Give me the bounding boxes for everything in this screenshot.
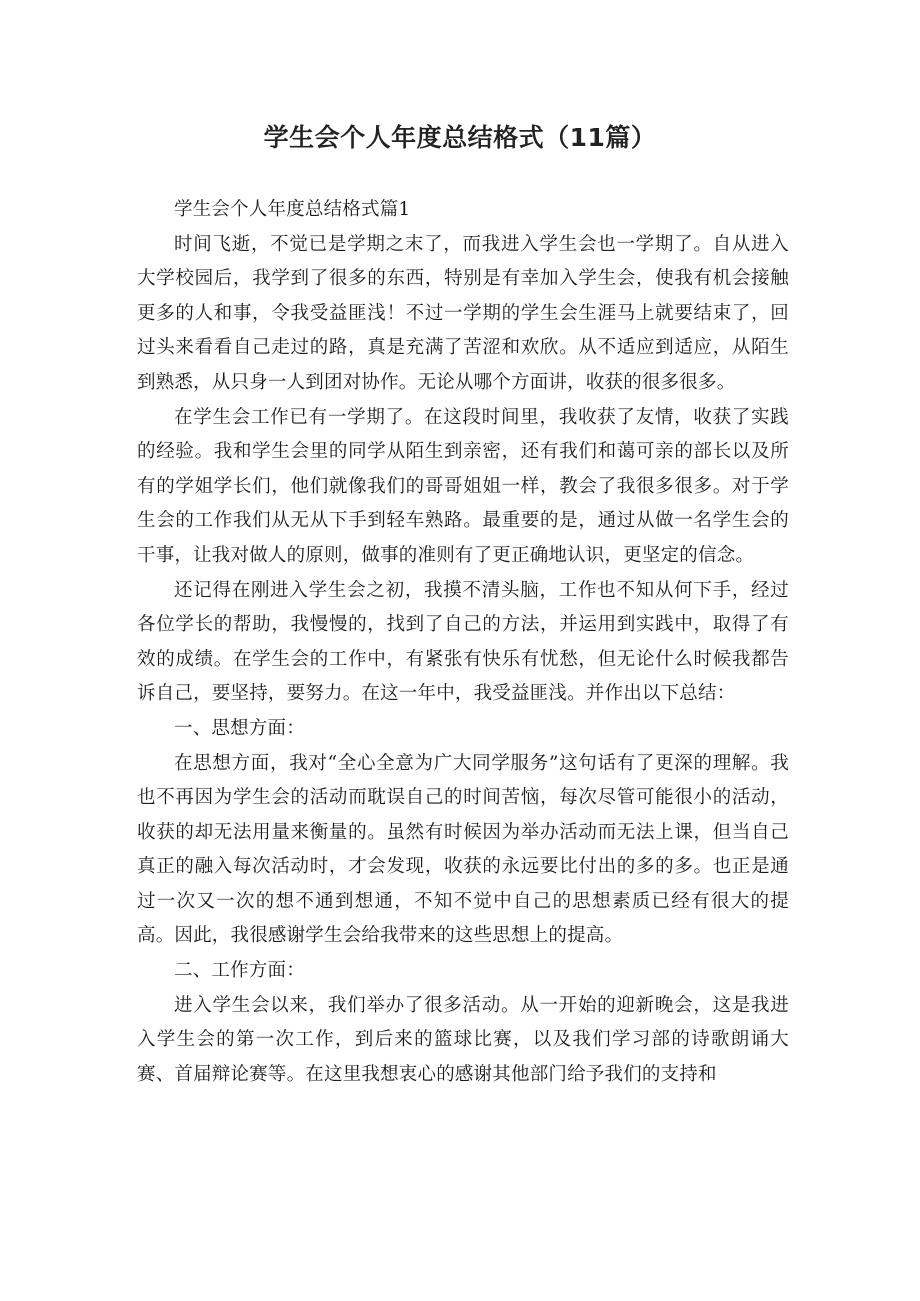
document-body: [137, 193, 789, 1092]
section-heading: 学生会个人年度总结格式篇1: [174, 199, 411, 220]
body-paragraph: 在学生会工作已有一学期了。在这段时间里，我收获了友情，收获了实践的经验。我和学生会里的同学从陌生到亲密，还有我们和蔼可亲的部长以及所有的学姐学长们，他们就像我们的哥哥姐姐一样，教会了我很多很多。对于学生会的工作我们从无从下手到轻车熟路。最重要的是，通过从做一名学生会的干事，让我对做人的原则，做事的准则有了更正确地认识，更坚定的信念。: [137, 406, 789, 566]
body-paragraph: 进入学生会以来，我们举办了很多活动。从一开始的迎新晚会，这是我进入学生会的第一次工作，到后来的篮球比赛，以及我们学习部的诗歌朗诵大赛、首届辩论赛等。在这里我想衷心的感谢其他部门给予我们的支持和: [137, 994, 789, 1085]
body-paragraph: 在思想方面，我对“全心全意为广大同学服务”这句话有了更深的理解。我也不再因为学生会的活动而耽误自己的时间苦恼，每次尽管可能很小的活动，收获的却无法用量来衡量的。虽然有时候因为举办活动而无法上课，但当自己真正的融入每次活动时，才会发现，收获的永远要比付出的多的多。也正是通过一次又一次的想不通到想通，不知不觉中自己的思想素质已经有很大的提高。因此，我很感谢学生会给我带来的这些思想上的提高。: [137, 752, 789, 947]
section-heading: 二、工作方面：: [174, 960, 305, 982]
body-paragraph: 还记得在刚进入学生会之初，我摸不清头脑，工作也不知从何下手，经过各位学长的帮助，我慢慢的，找到了自己的方法，并运用到实践中，取得了有效的成绩。在学生会的工作中，有紧张有快乐有忧愁，但无论什么时候我都告诉自己，要坚持，要努力。在这一年中，我受益匪浅。并作出以下总结：: [137, 579, 789, 705]
section-heading: 一、思想方面：: [174, 717, 305, 739]
body-paragraph: 时间飞逝，不觉已是学期之末了，而我进入学生会也一学期了。自从进入大学校园后，我学到了很多的东西，特别是有幸加入学生会，使我有机会接触更多的人和事，令我受益匪浅！不过一学期的学生会生涯马上就要结束了，回过头来看看自己走过的路，真是充满了苦涩和欢欣。从不适应到适应，从陌生到熟悉，从只身一人到团对协作。无论从哪个方面讲，收获的很多很多。: [137, 233, 789, 393]
document-title: 学生会个人年度总结格式（11篇）: [263, 123, 657, 152]
